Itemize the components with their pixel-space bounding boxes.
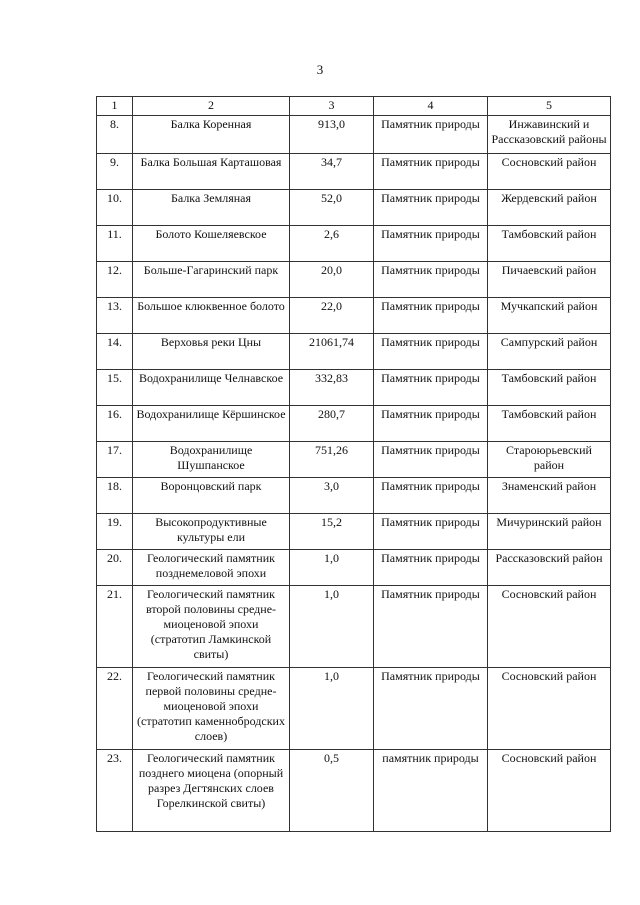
district-cell: Рассказовский район xyxy=(488,550,611,586)
district-cell: Тамбовский район xyxy=(488,406,611,442)
table-row xyxy=(97,334,611,370)
area-cell: 52,0 xyxy=(290,190,374,226)
row-number-cell: 19. xyxy=(97,514,133,550)
table-row xyxy=(97,154,611,190)
object-name-cell: Водохранилище Шушпанское xyxy=(133,442,290,478)
row-number-cell: 12. xyxy=(97,262,133,298)
table-row xyxy=(97,406,611,442)
district-cell: Мичуринский район xyxy=(488,514,611,550)
district-cell: Сосновский район xyxy=(488,586,611,668)
area-cell: 0,5 xyxy=(290,750,374,832)
category-cell: Памятник природы xyxy=(374,478,488,514)
table-row xyxy=(97,190,611,226)
object-name-cell: Балка Большая Карташовая xyxy=(133,154,290,190)
table-row xyxy=(97,750,611,832)
district-cell: Пичаевский район xyxy=(488,262,611,298)
category-cell: Памятник природы xyxy=(374,190,488,226)
object-name-cell: Водохранилище Челнавское xyxy=(133,370,290,406)
object-name-cell: Балка Земляная xyxy=(133,190,290,226)
category-cell: Памятник природы xyxy=(374,586,488,668)
area-cell: 21061,74 xyxy=(290,334,374,370)
row-number-cell: 10. xyxy=(97,190,133,226)
area-cell: 15,2 xyxy=(290,514,374,550)
table-row xyxy=(97,478,611,514)
district-cell: Знаменский район xyxy=(488,478,611,514)
area-cell: 34,7 xyxy=(290,154,374,190)
column-header: 2 xyxy=(133,97,290,116)
row-number-cell: 23. xyxy=(97,750,133,832)
area-cell: 332,83 xyxy=(290,370,374,406)
area-cell: 3,0 xyxy=(290,478,374,514)
district-cell: Сосновский район xyxy=(488,668,611,750)
category-cell: Памятник природы xyxy=(374,226,488,262)
row-number-cell: 14. xyxy=(97,334,133,370)
table-row xyxy=(97,298,611,334)
row-number-cell: 16. xyxy=(97,406,133,442)
table-header-row xyxy=(97,97,611,116)
category-cell: Памятник природы xyxy=(374,298,488,334)
category-cell: Памятник природы xyxy=(374,550,488,586)
district-cell: Староюрьевский район xyxy=(488,442,611,478)
table-row xyxy=(97,514,611,550)
district-cell: Тамбовский район xyxy=(488,370,611,406)
area-cell: 20,0 xyxy=(290,262,374,298)
row-number-cell: 8. xyxy=(97,116,133,154)
row-number-cell: 9. xyxy=(97,154,133,190)
row-number-cell: 17. xyxy=(97,442,133,478)
district-cell: Сосновский район xyxy=(488,154,611,190)
table-row xyxy=(97,262,611,298)
table-row xyxy=(97,442,611,478)
area-cell: 913,0 xyxy=(290,116,374,154)
table-row xyxy=(97,370,611,406)
area-cell: 751,26 xyxy=(290,442,374,478)
category-cell: Памятник природы xyxy=(374,442,488,478)
object-name-cell: Балка Коренная xyxy=(133,116,290,154)
object-name-cell: Водохранилище Кёршинское xyxy=(133,406,290,442)
table-row xyxy=(97,550,611,586)
object-name-cell: Воронцовский парк xyxy=(133,478,290,514)
area-cell: 1,0 xyxy=(290,668,374,750)
area-cell: 1,0 xyxy=(290,586,374,668)
object-name-cell: Геологический памятник первой половины средне-миоценовой эпохи (стратотип каменнобродских слоев) xyxy=(133,668,290,750)
row-number-cell: 18. xyxy=(97,478,133,514)
object-name-cell: Высокопродуктивные культуры ели xyxy=(133,514,290,550)
object-name-cell: Болото Кошеляевское xyxy=(133,226,290,262)
object-name-cell: Геологический памятник второй половины средне-миоценовой эпохи (стратотип Ламкинской свиты) xyxy=(133,586,290,668)
row-number-cell: 22. xyxy=(97,668,133,750)
category-cell: Памятник природы xyxy=(374,668,488,750)
column-header: 5 xyxy=(488,97,611,116)
object-name-cell: Геологический памятник позднемеловой эпохи xyxy=(133,550,290,586)
object-name-cell: Геологический памятник позднего миоцена (опорный разрез Дегтянских слоев Горелкинской свиты) xyxy=(133,750,290,832)
row-number-cell: 13. xyxy=(97,298,133,334)
district-cell: Сосновский район xyxy=(488,750,611,832)
area-cell: 280,7 xyxy=(290,406,374,442)
column-header: 1 xyxy=(97,97,133,116)
district-cell: Сампурский район xyxy=(488,334,611,370)
object-name-cell: Больше-Гагаринский парк xyxy=(133,262,290,298)
area-cell: 22,0 xyxy=(290,298,374,334)
protected-areas-table xyxy=(96,96,611,832)
object-name-cell: Большое клюквенное болото xyxy=(133,298,290,334)
district-cell: Мучкапский район xyxy=(488,298,611,334)
category-cell: Памятник природы xyxy=(374,406,488,442)
row-number-cell: 21. xyxy=(97,586,133,668)
table-row xyxy=(97,586,611,668)
district-cell: Инжавинский и Рассказовский районы xyxy=(488,116,611,154)
category-cell: памятник природы xyxy=(374,750,488,832)
category-cell: Памятник природы xyxy=(374,116,488,154)
category-cell: Памятник природы xyxy=(374,514,488,550)
category-cell: Памятник природы xyxy=(374,262,488,298)
column-header: 3 xyxy=(290,97,374,116)
district-cell: Жердевский район xyxy=(488,190,611,226)
row-number-cell: 20. xyxy=(97,550,133,586)
table-row xyxy=(97,116,611,154)
category-cell: Памятник природы xyxy=(374,154,488,190)
page-number: 3 xyxy=(316,62,324,77)
district-cell: Тамбовский район xyxy=(488,226,611,262)
category-cell: Памятник природы xyxy=(374,334,488,370)
column-header: 4 xyxy=(374,97,488,116)
row-number-cell: 11. xyxy=(97,226,133,262)
object-name-cell: Верховья реки Цны xyxy=(133,334,290,370)
area-cell: 1,0 xyxy=(290,550,374,586)
table-row xyxy=(97,668,611,750)
category-cell: Памятник природы xyxy=(374,370,488,406)
row-number-cell: 15. xyxy=(97,370,133,406)
table-row xyxy=(97,226,611,262)
area-cell: 2,6 xyxy=(290,226,374,262)
